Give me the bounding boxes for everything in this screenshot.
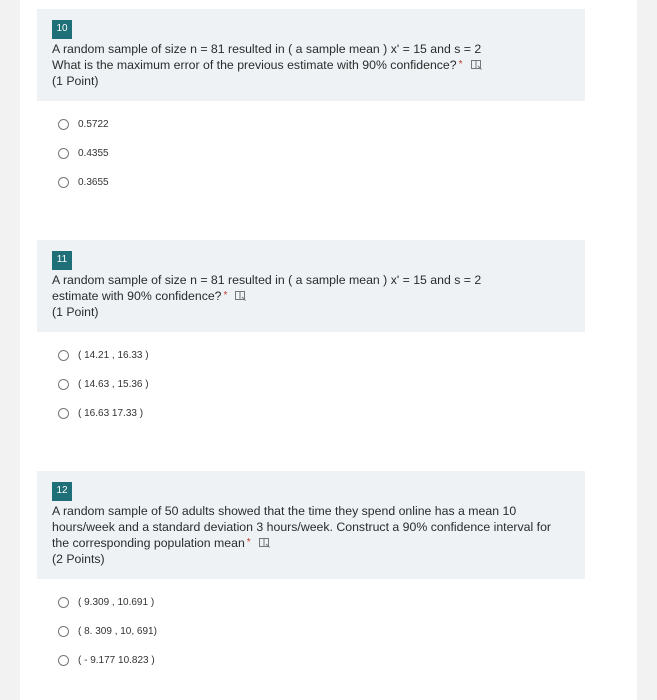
option-10-2[interactable] [58, 145, 109, 161]
option-label: ( 8. 309 , 10, 691) [78, 625, 157, 637]
question-text [52, 272, 567, 320]
radio-button[interactable] [58, 408, 69, 419]
option-label: 0.4355 [78, 147, 109, 159]
question-number-badge: 10 [52, 20, 72, 39]
question-line-1: A random sample of size n = 81 resulted in ( a sample mean ) [52, 273, 391, 287]
option-10-1[interactable] [58, 116, 109, 132]
question-text [52, 503, 567, 567]
option-label: ( 9.309 , 10.691 ) [78, 596, 155, 608]
radio-button[interactable] [58, 177, 69, 188]
option-label: ( 14.21 , 16.33 ) [78, 349, 149, 361]
question-formula: x' = 15 and s = 2 [390, 273, 482, 287]
option-11-2[interactable] [58, 376, 149, 392]
immersive-reader-icon[interactable] [471, 58, 482, 67]
question-number-badge: 12 [52, 482, 72, 501]
option-11-1[interactable] [58, 347, 149, 363]
immersive-reader-icon[interactable] [259, 536, 270, 545]
question-line-2: What is the maximum error of the previous estimate with 90% confidence? [52, 58, 457, 72]
option-label: ( 14.63 , 15.36 ) [78, 378, 149, 390]
question-11-header [37, 240, 585, 332]
option-10-3[interactable] [58, 174, 109, 190]
question-body: A random sample of 50 adults showed that the time they spend online has a mean 10 hours/week and a standard deviation 3 hours/week. Construct a 90% confidence interval for the corresponding population mean [52, 504, 551, 550]
required-asterisk: * [246, 537, 251, 548]
immersive-reader-icon[interactable] [235, 289, 246, 298]
option-12-2[interactable] [58, 623, 157, 639]
radio-button[interactable] [58, 148, 69, 159]
option-label: 0.5722 [78, 118, 109, 130]
question-10-header [37, 9, 585, 101]
radio-button[interactable] [58, 119, 69, 130]
option-12-1[interactable] [58, 594, 154, 610]
radio-button[interactable] [58, 350, 69, 361]
radio-button[interactable] [58, 655, 69, 666]
radio-button[interactable] [58, 597, 69, 608]
question-formula: x' = 15 and s = 2 [390, 42, 482, 56]
option-12-3[interactable] [58, 652, 155, 668]
required-asterisk: * [223, 290, 228, 301]
question-line-2: estimate with 90% confidence? [52, 289, 222, 303]
option-label: ( - 9.177 10.823 ) [78, 654, 155, 666]
required-asterisk: * [458, 59, 463, 70]
question-points: (2 Points) [52, 552, 105, 566]
option-11-3[interactable] [58, 405, 143, 421]
question-line-1: A random sample of size n = 81 resulted in ( a sample mean ) [52, 42, 391, 56]
radio-button[interactable] [58, 626, 69, 637]
question-points: (1 Point) [52, 305, 99, 319]
option-label: 0.3655 [78, 176, 109, 188]
option-label: ( 16.63 17.33 ) [78, 407, 144, 419]
question-12-header [37, 471, 585, 579]
question-number-badge: 11 [52, 251, 72, 270]
radio-button[interactable] [58, 379, 69, 390]
question-text [52, 41, 567, 89]
question-points: (1 Point) [52, 74, 99, 88]
